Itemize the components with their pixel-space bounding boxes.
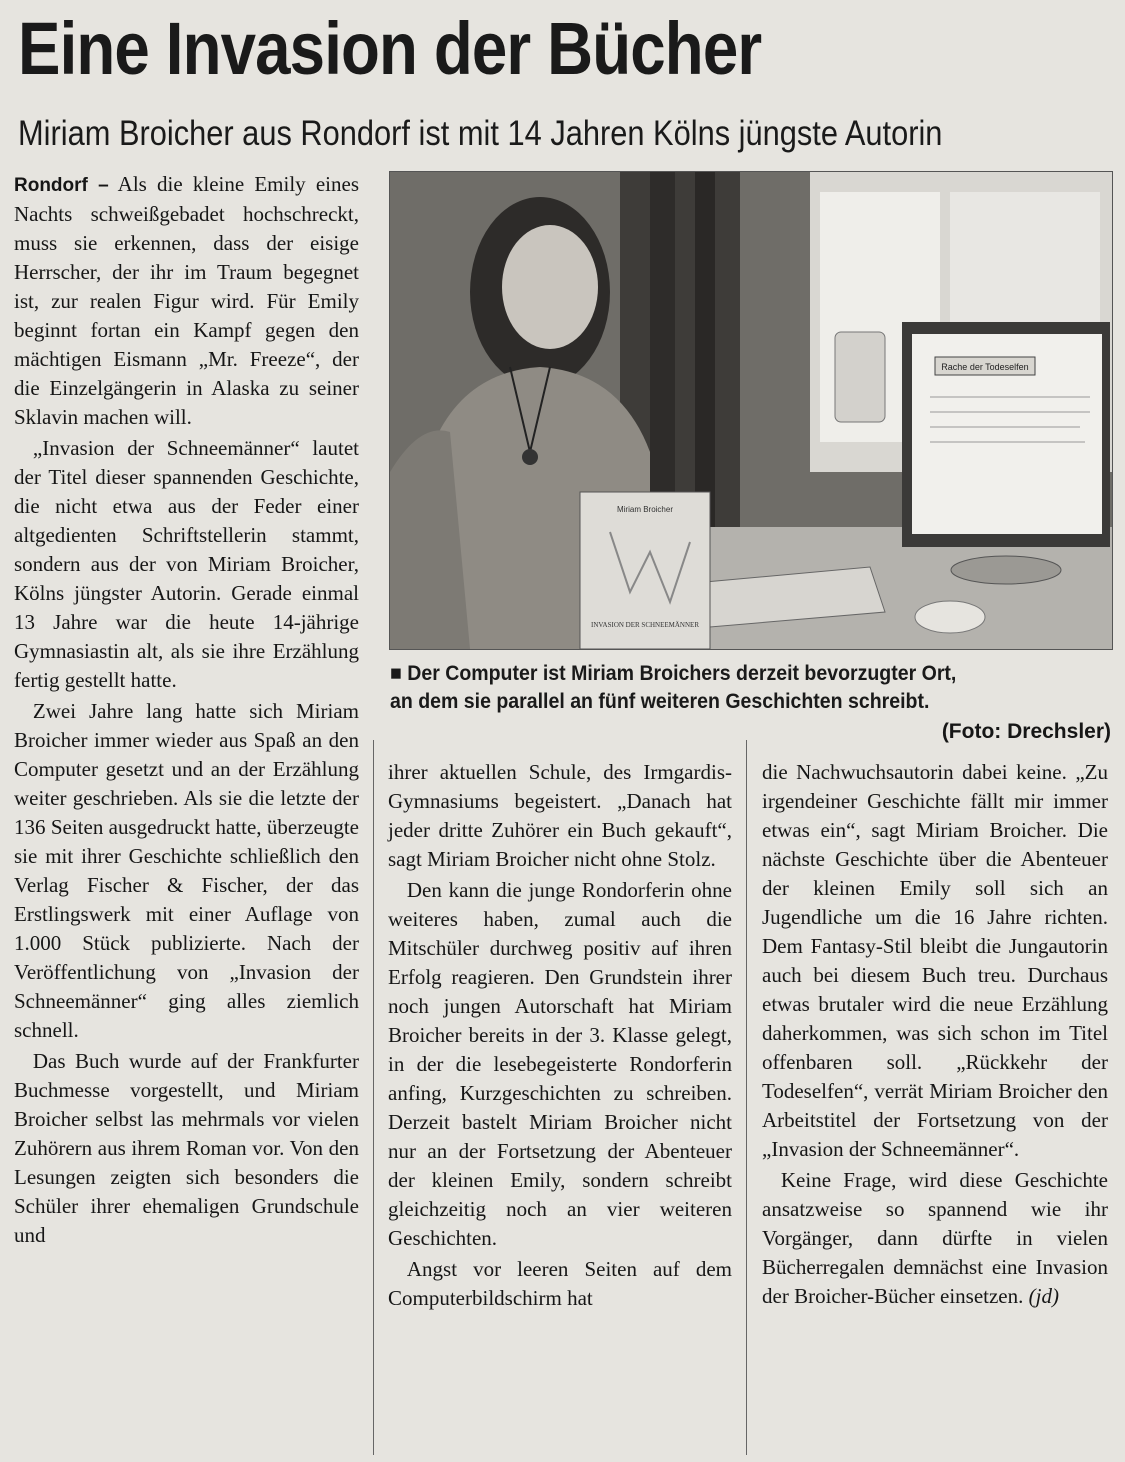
paragraph-text: Keine Frage, wird diese Geschichte ansatzweise so spannend wie ihr Vorgänger, dann dürfte in vielen Bücherregalen demnächst eine Invasion der Broicher-Bücher einsetzen. <box>762 1168 1108 1308</box>
paragraph <box>762 1166 1108 1311</box>
mouse <box>915 601 985 633</box>
column-divider <box>373 740 374 1455</box>
paragraph: Das Buch wurde auf der Frankfurter Buchmesse vorgestellt, und Miriam Broicher selbst las mehrmals vor vielen Zuhörern aus ihrem Roman vor. Von den Lesungen zeigten sich besonders die Schüler ihrer ehemaligen Grundschule und <box>14 1049 359 1247</box>
screen-title: Rache der Todeselfen <box>941 362 1029 372</box>
pendant <box>522 449 538 465</box>
author-signature: (jd) <box>1028 1284 1059 1308</box>
paragraph: „Invasion der Schneemänner“ lautet der Titel dieser spannenden Geschichte, die nicht etwa aus der Feder einer altgedienten Schriftstellerin stammt, sondern aus der von Miriam Broicher, Kölns jüngster Autorin. Gerade einmal 13 Jahre war die heute 14-jährige Gymnasiastin alt, als sie ihre Erzählung fertig gestellt hatte. <box>14 436 359 692</box>
paragraph: Angst vor leeren Seiten auf dem Computerbildschirm hat <box>388 1257 732 1310</box>
article-subheadline: Miriam Broicher aus Rondorf ist mit 14 Jahren Kölns jüngste Autorin <box>18 114 943 153</box>
caption-line-1: ■ Der Computer ist Miriam Broichers derzeit bevorzugter Ort, <box>390 662 957 685</box>
paragraph: Zwei Jahre lang hatte sich Miriam Broicher immer wieder aus Spaß an den Computer gesetzt und an der Erzählung weiter geschrieben. Als sie die letzte der 136 Seiten ausgedruckt hatte, überzeugte sie mit ihrer Geschichte schließlich den Verlag Fischer & Fischer, der das Erstlingswerk mit einer Auflage von 1.000 Stück publizierte. Nach der Veröffentlichung von „Invasion der Schneemänner“ ging alles ziemlich schnell. <box>14 699 359 1042</box>
paragraph <box>14 170 359 432</box>
article-column-2 <box>388 758 732 1313</box>
column-divider <box>746 740 747 1455</box>
paragraph: Den kann die junge Rondorferin ohne weiteres haben, zumal auch die Mitschüler durchweg positiv auf ihren Erfolg reagieren. Den Grundstein ihrer noch jungen Autorschaft hat Miriam Broicher bereits in der 3. Klasse gelegt, in der die lesebegeisterte Rondorferin anfing, Kurzgeschichten zu schreiben. Derzeit bastelt Miriam Broicher nicht nur an der Fortsetzung der Abenteuer der kleinen Emily, sondern schreibt gleichzeitig noch an vier weiteren Geschichten. <box>388 878 732 1250</box>
photo-illustration <box>390 172 1112 649</box>
photo-credit: (Foto: Drechsler) <box>941 720 1111 743</box>
article-column-3 <box>762 758 1108 1311</box>
paragraph: ihrer aktuellen Schule, des Irmgardis-Gymnasiums begeistert. „Danach hat jeder dritte Zuhörer ein Buch gekauft“, sagt Miriam Broicher nicht ohne Stolz. <box>388 760 732 871</box>
photo-caption <box>390 660 1112 716</box>
dateline: Rondorf – <box>14 175 109 196</box>
article-column-1 <box>14 170 359 1250</box>
speaker <box>835 332 885 422</box>
face <box>502 225 598 349</box>
book-author: Miriam Broicher <box>616 505 674 514</box>
paragraph-text: Als die kleine Emily eines Nachts schweißgebadet hochschreckt, muss sie erkennen, dass der eisige Herrscher, der ihr im Traum begegnet ist, zur realen Figur wird. Für Emily beginnt fortan ein Kampf gegen den mächtigen Eismann „Mr. Freeze“, der die Einzelgängerin in Alaska zu seiner Sklavin machen will. <box>14 172 359 429</box>
held-book <box>580 492 710 649</box>
paragraph: die Nachwuchsautorin dabei keine. „Zu irgendeiner Geschichte fällt mir immer etwas ein“, sagt Miriam Broicher. Die nächste Geschichte über die Abenteuer der kleinen Emily soll sich an Jugendliche um die 16 Jahre richten. Dem Fantasy-Stil bleibt die Jungautorin auch bei diesem Buch treu. Durchaus etwas brutaler wird die neue Erzählung daherkommen, was sich schon im Titel offenbaren soll. „Rückkehr der Todeselfen“, verrät Miriam Broicher den Arbeitstitel der Fortsetzung von der „Invasion der Schneemänner“. <box>762 760 1108 1161</box>
monitor-stand <box>951 556 1061 584</box>
book-title: INVASION DER SCHNEEMÄNNER <box>591 621 699 629</box>
article-photo <box>389 171 1113 650</box>
article-headline: Eine Invasion der Bücher <box>18 7 762 90</box>
caption-line-2: an dem sie parallel an fünf weiteren Geschichten schreibt. <box>390 690 930 713</box>
